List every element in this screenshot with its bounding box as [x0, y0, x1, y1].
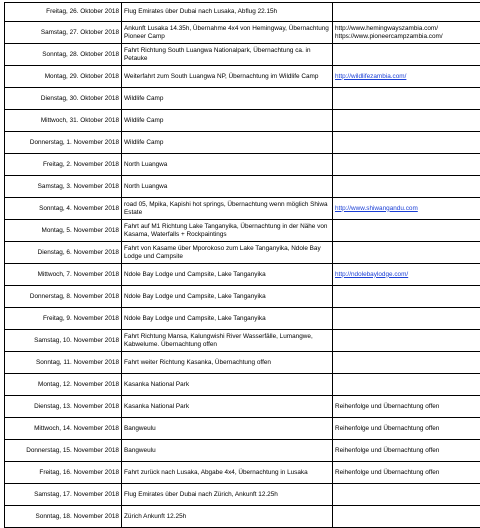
itinerary-page: [4, 2, 480, 528]
itinerary-body: [5, 3, 480, 528]
plan-cell: Fahrt auf M1 Richtung Lake Tanganyika, Übernachtung in der Nähe von Kasama, Waterfalls + Rockpaintings: [122, 220, 333, 242]
link-cell: [333, 132, 480, 154]
date-cell: Montag, 12. November 2018: [5, 374, 122, 396]
link-cell: [333, 88, 480, 110]
table-row: [5, 308, 480, 330]
date-cell: Samstag, 17. November 2018: [5, 484, 122, 506]
table-row: [5, 440, 480, 462]
date-cell: Sonntag, 11. November 2018: [5, 352, 122, 374]
plan-cell: Fahrt Richtung Mansa, Kalungwishi River Wasserfälle, Lumangwe, Kabwelume. Übernachtung offen: [122, 330, 333, 352]
plan-cell: Kasanka National Park: [122, 396, 333, 418]
table-row: [5, 110, 480, 132]
date-cell: Sonntag, 18. November 2018: [5, 506, 122, 528]
link-cell: [333, 308, 480, 330]
note-text: Reihenfolge und Übernachtung offen: [335, 447, 439, 454]
plan-cell: North Luangwa: [122, 176, 333, 198]
date-cell: Sonntag, 4. November 2018: [5, 198, 122, 220]
date-cell: Montag, 29. Oktober 2018: [5, 66, 122, 88]
table-row: [5, 176, 480, 198]
table-row: [5, 132, 480, 154]
website-text: http://www.hemingwayszambia.com/ https://www.pioneercampzambia.com/: [335, 25, 443, 40]
link-cell: [333, 44, 480, 66]
plan-cell: Ndole Bay Lodge und Campsite, Lake Tanganyika: [122, 264, 333, 286]
plan-cell: road 05, Mpika, Kapishi hot springs, Übernachtung wenn möglich Shiwa Estate: [122, 198, 333, 220]
table-row: [5, 154, 480, 176]
date-cell: Dienstag, 6. November 2018: [5, 242, 122, 264]
plan-cell: Wildlife Camp: [122, 110, 333, 132]
note-text: Reihenfolge und Übernachtung offen: [335, 425, 439, 432]
link-cell: [333, 242, 480, 264]
link-cell: [333, 66, 480, 88]
plan-cell: Wildlife Camp: [122, 132, 333, 154]
plan-cell: Fahrt weiter Richtung Kasanka, Übernachtung offen: [122, 352, 333, 374]
link-cell: [333, 396, 480, 418]
plan-cell: Bangweulu: [122, 418, 333, 440]
link-cell: [333, 418, 480, 440]
plan-cell: Weiterfahrt zum South Luangwa NP, Übernachtung im Wildlife Camp: [122, 66, 333, 88]
date-cell: Donnerstag, 8. November 2018: [5, 286, 122, 308]
link-cell: [333, 374, 480, 396]
date-cell: Dienstag, 13. November 2018: [5, 396, 122, 418]
plan-cell: Fahrt Richtung South Luangwa Nationalpark, Übernachtung ca. in Petauke: [122, 44, 333, 66]
date-cell: Mittwoch, 7. November 2018: [5, 264, 122, 286]
table-row: [5, 396, 480, 418]
link-cell: [333, 110, 480, 132]
note-text: Reihenfolge und Übernachtung offen: [335, 469, 439, 476]
link-cell: [333, 352, 480, 374]
note-text: Reihenfolge und Übernachtung offen: [335, 403, 439, 410]
plan-cell: Fahrt zurück nach Lusaka, Abgabe 4x4, Übernachtung in Lusaka: [122, 462, 333, 484]
table-row: [5, 220, 480, 242]
date-cell: Donnerstag, 1. November 2018: [5, 132, 122, 154]
table-row: [5, 66, 480, 88]
plan-cell: Ndole Bay Lodge und Campsite, Lake Tanganyika: [122, 286, 333, 308]
link-cell: [333, 264, 480, 286]
itinerary-table: [4, 2, 480, 528]
date-cell: Donnerstag, 15. November 2018: [5, 440, 122, 462]
table-row: [5, 22, 480, 44]
link-cell: [333, 330, 480, 352]
date-cell: Montag, 5. November 2018: [5, 220, 122, 242]
link-cell: [333, 462, 480, 484]
table-row: [5, 88, 480, 110]
website-link[interactable]: http://wildlifezambia.com/: [335, 73, 406, 80]
plan-cell: Flug Emirates über Dubai nach Lusaka, Abflug 22.15h: [122, 3, 333, 22]
date-cell: Freitag, 26. Oktober 2018: [5, 3, 122, 22]
link-cell: [333, 506, 480, 528]
table-row: [5, 374, 480, 396]
table-row: [5, 506, 480, 528]
date-cell: Freitag, 9. November 2018: [5, 308, 122, 330]
table-row: [5, 352, 480, 374]
date-cell: Sonntag, 28. Oktober 2018: [5, 44, 122, 66]
link-cell: [333, 3, 480, 22]
link-cell: [333, 440, 480, 462]
table-row: [5, 330, 480, 352]
link-cell: [333, 484, 480, 506]
table-row: [5, 484, 480, 506]
link-cell: [333, 286, 480, 308]
plan-cell: Fahrt von Kasame über Mporokoso zum Lake Tanganyika, Ndole Bay Lodge und Campsite: [122, 242, 333, 264]
date-cell: Mittwoch, 14. November 2018: [5, 418, 122, 440]
date-cell: Freitag, 16. November 2018: [5, 462, 122, 484]
plan-cell: Wildlife Camp: [122, 88, 333, 110]
link-cell: [333, 198, 480, 220]
plan-cell: North Luangwa: [122, 154, 333, 176]
date-cell: Samstag, 27. Oktober 2018: [5, 22, 122, 44]
plan-cell: Kasanka National Park: [122, 374, 333, 396]
link-cell: [333, 176, 480, 198]
table-row: [5, 462, 480, 484]
plan-cell: Flug Emirates über Dubai nach Zürich, Ankunft 12.25h: [122, 484, 333, 506]
date-cell: Dienstag, 30. Oktober 2018: [5, 88, 122, 110]
table-row: [5, 3, 480, 22]
table-row: [5, 44, 480, 66]
table-row: [5, 264, 480, 286]
link-cell: [333, 154, 480, 176]
plan-cell: Ankunft Lusaka 14.35h, Übernahme 4x4 von Hemingway, Übernachtung Pioneer Camp: [122, 22, 333, 44]
date-cell: Mittwoch, 31. Oktober 2018: [5, 110, 122, 132]
date-cell: Samstag, 3. November 2018: [5, 176, 122, 198]
link-cell: [333, 220, 480, 242]
website-link[interactable]: http://ndolebaylodge.com/: [335, 271, 408, 278]
plan-cell: Zürich Ankunft 12.25h: [122, 506, 333, 528]
link-cell: [333, 22, 480, 44]
date-cell: Freitag, 2. November 2018: [5, 154, 122, 176]
table-row: [5, 198, 480, 220]
website-link[interactable]: http://www.shiwangandu.com: [335, 205, 418, 212]
plan-cell: Ndole Bay Lodge und Campsite, Lake Tanganyika: [122, 308, 333, 330]
plan-cell: Bangweulu: [122, 440, 333, 462]
table-row: [5, 418, 480, 440]
table-row: [5, 242, 480, 264]
date-cell: Samstag, 10. November 2018: [5, 330, 122, 352]
table-row: [5, 286, 480, 308]
